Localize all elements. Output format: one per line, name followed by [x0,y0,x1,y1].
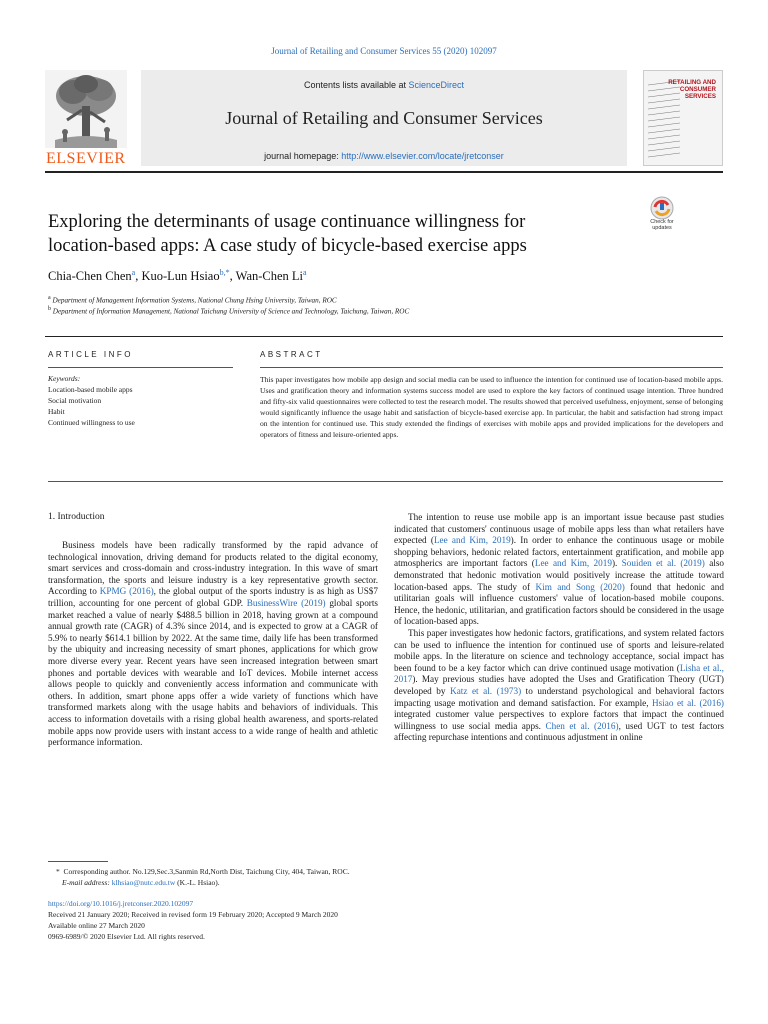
author-list [48,268,307,284]
body-paragraph [48,540,378,749]
email-suffix: (K.-L. Hsiao). [175,878,220,887]
article-title-line-2: location-based apps: A case study of bicycle-based exercise apps [48,236,527,256]
corresponding-author-note [48,867,350,876]
author-affiliation-mark[interactable]: a [131,268,136,277]
body-text: found that hedonic and utilitarian goals will influence customers' value of location-based mobile coupons. Hence, the hedonic, utilitarian, and gratification factors should be considered in the usage of location-based apps. [394,581,724,627]
citation-link[interactable]: Katz et al. (1973) [450,685,522,696]
available-online: Available online 27 March 2020 [48,921,145,930]
footnote-rule [48,861,108,862]
body-paragraph [394,628,724,744]
email-link[interactable]: klhsiao@nutc.edu.tw [111,878,176,887]
citation-link[interactable]: Souiden et al. (2019) [621,558,705,569]
body-text: integrated customer value perspectives to explore factors that impact the continued willingness to use social media apps. [394,709,724,731]
journal-title: Journal of Retailing and Consumer Services [225,108,543,128]
journal-reference[interactable]: Journal of Retailing and Consumer Services 55 (2020) 102097 [271,46,497,56]
keyword-item: Social motivation [48,396,102,405]
contents-prefix: Contents lists available at [303,80,409,90]
author-name[interactable]: Wan-Chen Li [235,269,304,284]
citation-link[interactable]: Chen et al. (2016) [545,720,619,731]
keywords-list [48,384,135,428]
citation-link[interactable]: KPMG (2016) [99,586,154,597]
homepage-link[interactable]: http://www.elsevier.com/locate/jretconser [341,151,504,161]
citation-link[interactable]: Hsiao et al. (2016) [652,697,724,708]
body-text: to understand psychological and behavioral factors impacting usage motivation and demand satisfaction. For example, [394,685,724,708]
abstract-heading: ABSTRACT [260,350,323,359]
keyword-item: Location-based mobile apps [48,385,133,394]
sciencedirect-link[interactable]: ScienceDirect [408,80,465,90]
body-column-right [394,512,724,744]
footnote-text: Corresponding author. No.129,Sec.3,Sanmin Rd,North Dist, Taichung City, 404, Taiwan, ROC. [63,867,350,876]
article-title [48,210,638,258]
body-text: This paper investigates how hedonic factors, gratifications, and system related factors can be used to influence the intention for continued use of sports and leisure-related mobile apps. In the literature on science and technology acceptance, social impact has been found to be a key factor which can drive continued usage motivation ( [394,627,724,673]
abstract-bottom-rule [48,481,723,482]
citation-link[interactable]: Lisha et al., 2017 [394,662,724,685]
affiliation-text: Department of Management Information Systems, National Chung Hsing University, Taiwan, ROC [52,296,337,305]
affiliation [48,295,337,304]
email-note [48,878,220,887]
article-info-rule [48,367,233,368]
body-text: also demonstrated that hedonic motivation would positively increase the attitude toward location-based apps. The study of [394,558,724,592]
citation-link[interactable]: Lee and Kim, 2019 [433,535,511,546]
affiliation-text: Department of Information Management, National Taichung University of Science and Technology, Taichung, Taiwan, ROC [52,307,410,316]
body-text: The intention to reuse use mobile app is an important issue because past studies indicated that customers' continuous usage of mobile apps less than what retailers have expected ( [394,512,724,546]
cover-title: RETAILING AND CONSUMER SERVICES [668,79,716,100]
body-text: ). May previous studies have adopted the Uses and Gratification Theory (UGT) developed by [394,674,724,696]
article-info-heading: ARTICLE INFO [48,350,133,359]
elsevier-wordmark: ELSEVIER [46,150,126,167]
copyright: 0969-6989/© 2020 Elsevier Ltd. All rights reserved. [48,932,205,941]
body-text: ). [611,558,622,569]
body-text: Business models have been radically transformed by the rapid advance of technological innovation, driving demand for products related to the digital economy, smart services and cross-domain and cross-industry integration. In this wave of smart transformation, the sports and leisure industry is a key representative growth sector. According to [48,540,378,597]
author-separator: , [229,269,236,284]
author-name[interactable]: Chia-Chen Chen [48,269,132,284]
homepage-label: journal homepage: [264,151,342,161]
journal-cover-thumbnail[interactable] [643,70,723,166]
affiliation [48,306,409,315]
author-affiliation-mark[interactable]: b,* [219,268,230,277]
doi-link[interactable]: https://doi.org/10.1016/j.jretconser.2020.102097 [48,899,194,908]
author-separator: , [135,269,142,284]
article-title-line-1: Exploring the determinants of usage continuance willingness for [48,212,526,232]
body-text: ). In order to enhance the continuous usage or mobile shopping behaviors, hedonic related factors, entertainment gratification, and mobile app atmospherics are important factors ( [394,535,724,569]
body-text: , used UGT to test factors affecting repurchase intentions and continuous adjustment in online [394,720,725,743]
body-text: , the global output of the sports industry is as high as US$7 trillion, accounting for one percent of global GDP. [48,586,378,608]
body-paragraph [394,512,724,628]
keywords-label: Keywords: [48,374,81,383]
keyword-item: Habit [48,407,65,416]
citation-link[interactable]: Kim and Song (2020) [535,581,625,592]
header-rule [45,171,723,173]
author-affiliation-mark[interactable]: a [303,268,307,277]
journal-homepage-line [141,151,627,161]
introduction-heading: 1. Introduction [48,512,105,522]
body-column-left [48,540,378,749]
email-label: E-mail address: [62,878,112,887]
affiliation-mark: b [48,306,51,312]
affiliation-mark: a [48,295,51,301]
received-dates: Received 21 January 2020; Received in revised form 19 February 2020; Accepted 9 March 2020 [48,910,338,919]
doi-line [48,899,193,908]
check-for-updates-button[interactable] [644,195,680,233]
section-rule [45,336,723,337]
abstract-text: This paper investigates how mobile app design and social media can be used to influence the intention for continued use of location-based mobile apps. Uses and gratification theory and information systems success model are used to explore the key factors of continued usage intention. Three hundred and fifty-six valid questionnaires were collected to test the research model. The results showed that perceived usefulness, enjoyment, sense of belonging would significantly influence the usage habit and satisfaction of bicycle-based exercise app. In particular, the habit and satisfaction had strong impact on the intention for continued use. This study extended the findings of exercises with mobile apps and provided implications for the developers and operators of fitness and leisure-oriented apps. [260,375,723,439]
abstract-rule [260,367,723,368]
author-name[interactable]: Kuo-Lun Hsiao [141,269,220,284]
citation-link[interactable]: BusinessWire (2019) [246,597,326,608]
footnote-mark: * [56,867,60,876]
body-text: global sports market reached a value of nearly $488.5 billion in 2018, having grown at a compound annual growth rate (CAGR) of 4.3% since 2014, and is expected to grow at a CAGR of 5.9% to nearly $614.1 billion by 2022. At the same time, daily life has been transformed by the ubiquity and increasing necessity of smart phones, applications for which grow more diverse every year. Recent years have seen increased integration between smart phones and portable devices with wearable and IoT devices. Mobile internet access allows people to quickly and conveniently access information and communicate with others. In addition, smart phone apps offer a wide variety of functions which have transformed markets along with the usage habits and behaviors of individuals. This access to information dovetails with a rising global health awareness, and sports-related mobile apps now provide users with instant access to a wide range of health and athletic performance information. [48,597,378,748]
citation-link[interactable]: Lee and Kim, 2019 [534,558,612,569]
check-updates-label: Check for updates [650,219,674,231]
keyword-item: Continued willingness to use [48,418,135,427]
contents-line [141,80,627,90]
